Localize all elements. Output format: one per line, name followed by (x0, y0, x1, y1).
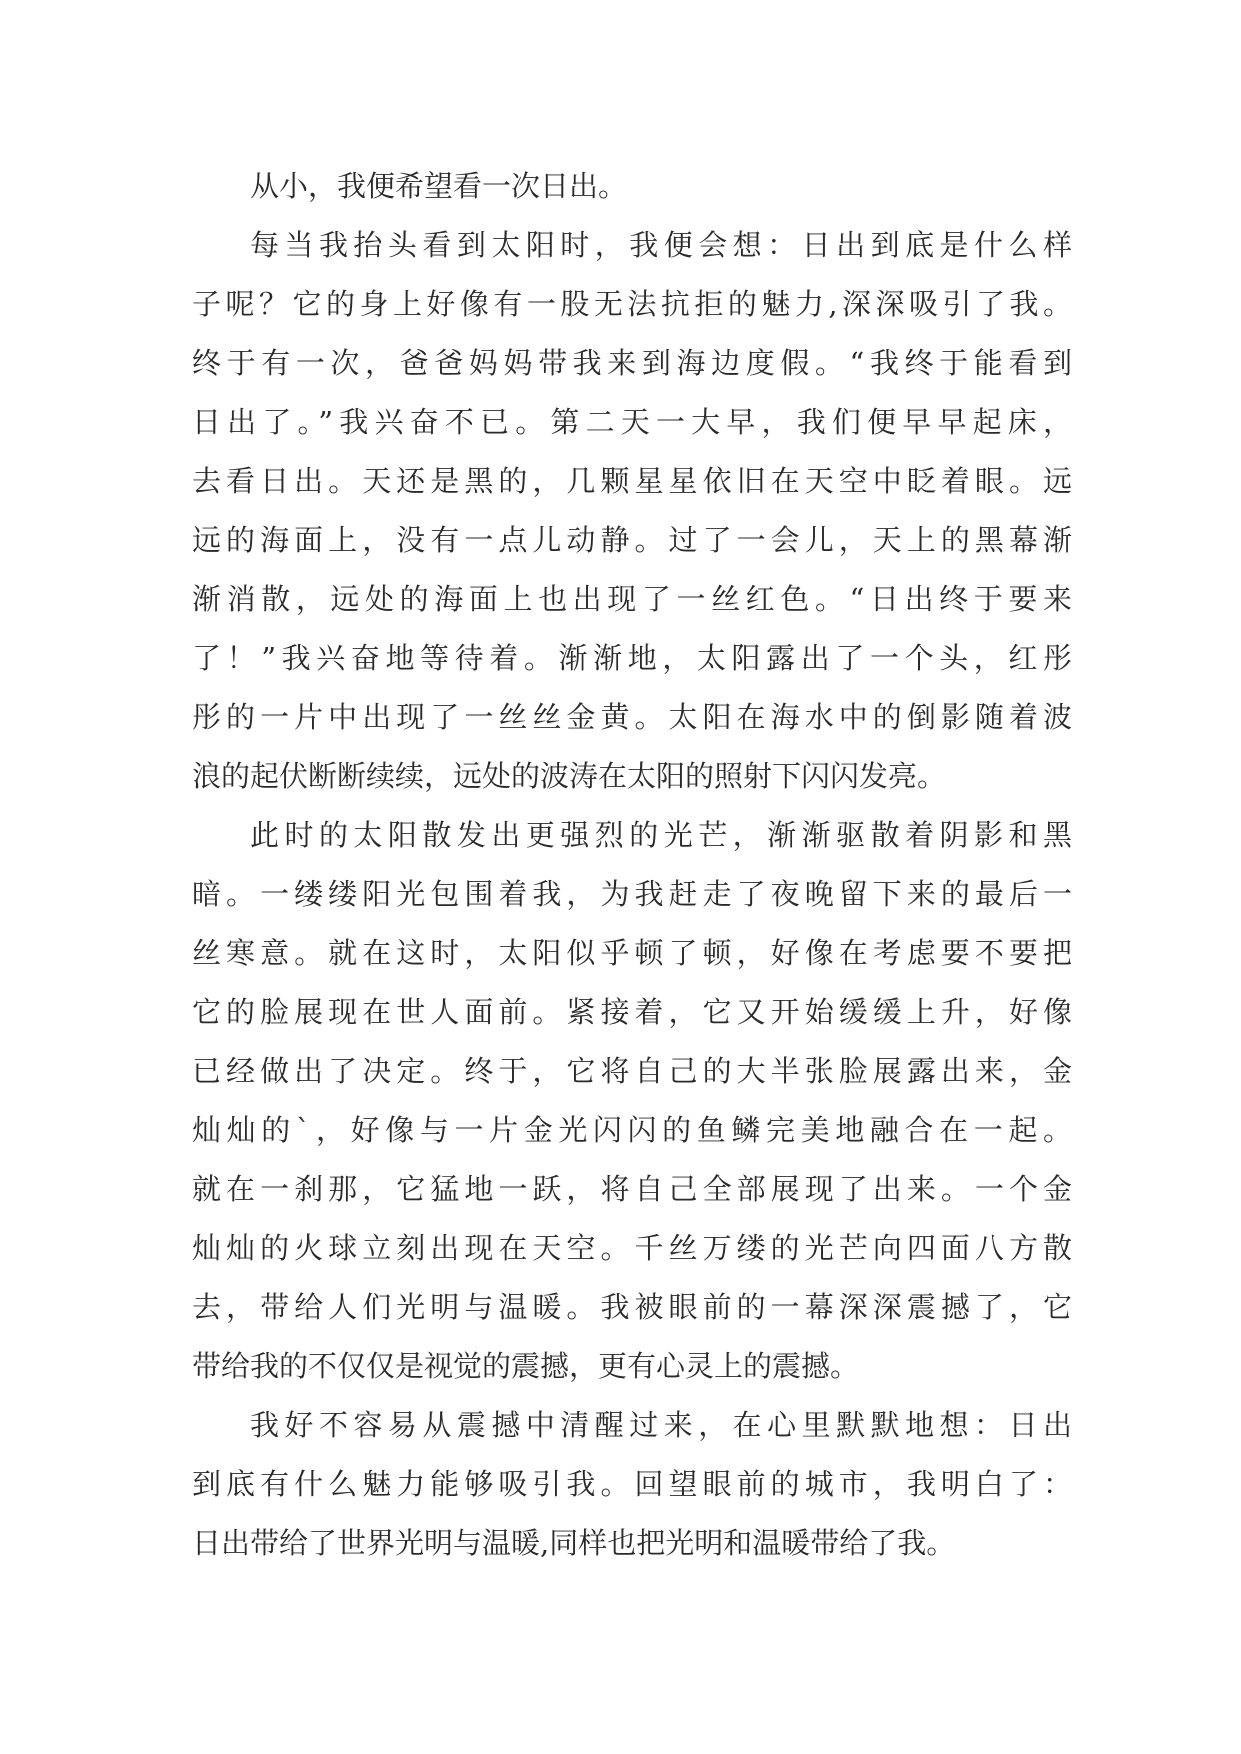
paragraph-4-line-1: 我好不容易从震撼中清醒过来，在心里默默地想：日出 (250, 1408, 1072, 1442)
paragraph-3-line-1: 此时的太阳散发出更强烈的光芒，渐渐驱散着阴影和黑 (250, 818, 1072, 852)
paragraph-2-line-10: 浪的起伏断断续续，远处的波涛在太阳的照射下闪闪发亮。 (192, 759, 947, 793)
paragraph-4-line-2: 到底有什么魅力能够吸引我。回望眼前的城市，我明白了： (192, 1467, 1072, 1501)
paragraph-3-line-4: 它的脸展现在世人面前。紧接着，它又开始缓缓上升，好像 (192, 995, 1072, 1029)
paragraph-3-line-9: 去，带给人们光明与温暖。我被眼前的一幕深深震撼了，它 (192, 1290, 1072, 1324)
paragraph-2-line-7: 渐消散，远处的海面上也出现了一丝红色。“日出终于要来 (192, 582, 1072, 616)
paragraph-3-line-5: 已经做出了决定。终于，它将自己的大半张脸展露出来，金 (192, 1054, 1072, 1088)
paragraph-2-line-1: 每当我抬头看到太阳时，我便会想：日出到底是什么样 (250, 228, 1072, 262)
paragraph-3-line-6: 灿灿的`，好像与一片金光闪闪的鱼鳞完美地融合在一起。 (192, 1113, 1072, 1147)
paragraph-1-line-1: 从小，我便希望看一次日出。 (250, 169, 628, 203)
paragraph-2-line-8: 了！”我兴奋地等待着。渐渐地，太阳露出了一个头，红彤 (192, 641, 1072, 675)
paragraph-2-line-5: 去看日出。天还是黑的，几颗星星依旧在天空中眨着眼。远 (192, 464, 1072, 498)
paragraph-4-line-3: 日出带给了世界光明与温暖,同样也把光明和温暖带给了我。 (192, 1526, 956, 1560)
paragraph-2-line-2: 子呢？它的身上好像有一股无法抗拒的魅力,深深吸引了我。 (192, 287, 1072, 321)
paragraph-3-line-2: 暗。一缕缕阳光包围着我，为我赶走了夜晚留下来的最后一 (192, 877, 1072, 911)
paragraph-3-line-8: 灿灿的火球立刻出现在天空。千丝万缕的光芒向四面八方散 (192, 1231, 1072, 1265)
paragraph-3-line-10: 带给我的不仅仅是视觉的震撼，更有心灵上的震撼。 (192, 1349, 860, 1383)
paragraph-2-line-6: 远的海面上，没有一点儿动静。过了一会儿，天上的黑幕渐 (192, 523, 1072, 557)
paragraph-2-line-9: 彤的一片中出现了一丝丝金黄。太阳在海水中的倒影随着波 (192, 700, 1072, 734)
paragraph-2-line-3: 终于有一次，爸爸妈妈带我来到海边度假。“我终于能看到 (192, 346, 1072, 380)
paragraph-2-line-4: 日出了。”我兴奋不已。第二天一大早，我们便早早起床， (192, 405, 1072, 439)
paragraph-3-line-3: 丝寒意。就在这时，太阳似乎顿了顿，好像在考虑要不要把 (192, 936, 1072, 970)
paragraph-3-line-7: 就在一刹那，它猛地一跃，将自己全部展现了出来。一个金 (192, 1172, 1072, 1206)
